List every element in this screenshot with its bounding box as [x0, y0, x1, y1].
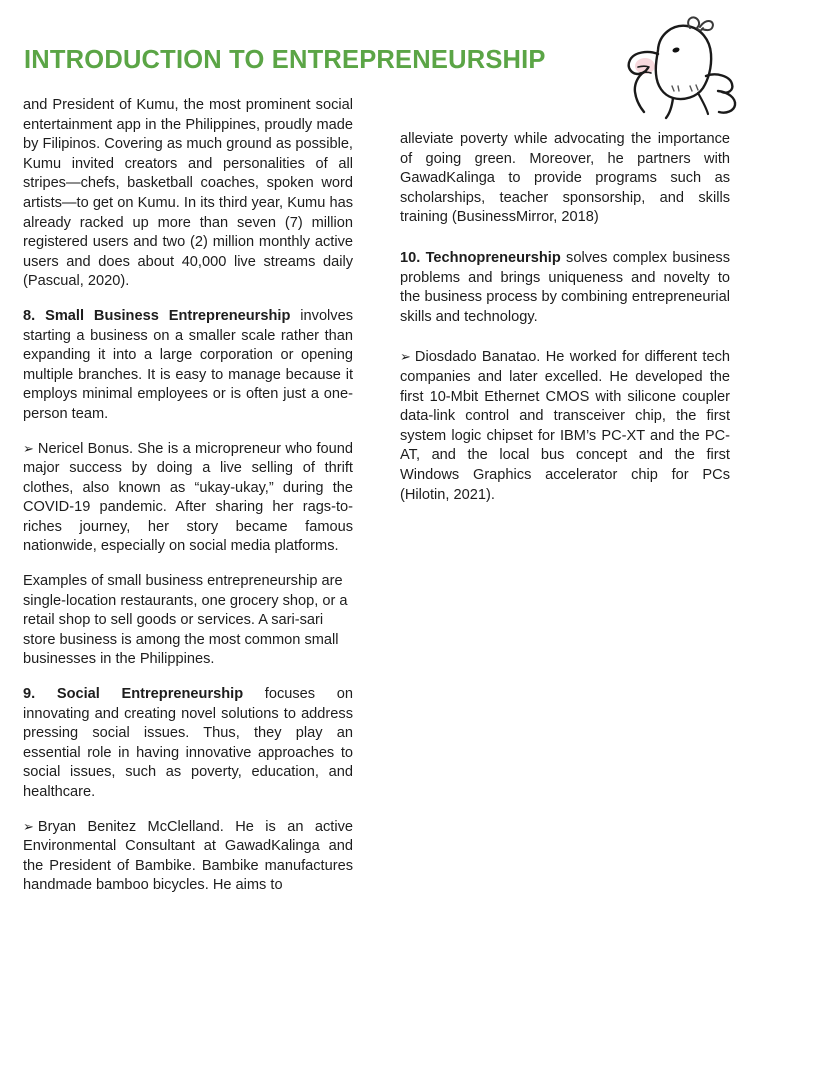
- paragraph-text: Diosdado Banatao. He worked for different tech companies and later excelled. He developed the first 10-Mbit Ethernet CMOS with silicone coupler data-link control and transceiver chip, the first system logic chipset for IBM’s PC-XT and the PC-AT, and the local bus concept and the first Windows Graphics accelerator chip for PCs (Hilotin, 2021).: [400, 349, 730, 503]
- paragraph-diosdado-banatao: [400, 348, 730, 505]
- paragraph-technopreneurship: [400, 249, 730, 327]
- paragraph-small-business: [23, 307, 353, 425]
- paragraph-nericel-bonus: [23, 440, 353, 558]
- paragraph-text: alleviate poverty while advocating the importance of going green. Moreover, he partners with GawadKalinga to provide programs such as scholarships, teacher sponsorship, and skills training (BusinessMirror, 2018): [400, 131, 730, 226]
- page-title: INTRODUCTION TO ENTREPRENEURSHIP: [24, 46, 546, 74]
- left-text-column: [23, 96, 353, 896]
- paragraph-text: involves starting a business on a smaller scale rather than expanding it into a large corporation or opening multiple branches. It is easy to manage because it employs minimal employees or is often just a one-person team.: [23, 307, 354, 422]
- paragraph-heading: 10. Technopreneurship: [400, 249, 561, 266]
- paragraph-text: Examples of small business entrepreneurship are single-location restaurants, one grocery shop, or a retail shop to sell goods or services. A sari-sari store business is among the most common small businesses in the Philippines.: [23, 573, 348, 668]
- paragraph-social-entrepreneurship: [23, 685, 353, 803]
- paragraph-text: solves complex business problems and brings uniqueness and novelty to the business process by combining entrepreneurial skills and technology.: [400, 249, 730, 325]
- paragraph-alleviate-poverty: [400, 130, 730, 228]
- arrow-bullet-icon: ➢: [400, 350, 411, 366]
- paragraph-bryan-mcclelland: [23, 818, 353, 896]
- arrow-bullet-icon: ➢: [23, 441, 34, 457]
- paragraph-text: Nericel Bonus. She is a micropreneur who found major success by doing a live selling of thrift clothes, also known as “ukay-ukay,” during the COVID-19 pandemic. After sharing her rags-to- riches journey, her story became famous nationwide, especially on social media platforms.: [23, 440, 353, 555]
- paragraph-heading: 8. Small Business Entrepreneurship: [23, 307, 291, 324]
- right-text-column: [400, 130, 730, 505]
- paragraph-kumu: [23, 96, 353, 292]
- paragraph-heading: 9. Social Entrepreneurship: [23, 686, 244, 703]
- paragraph-text: and President of Kumu, the most prominent social entertainment app in the Philippines, proudly made by Filipinos. Covering as much ground as possible, Kumu invited creators and personalities of all stripes—chefs, basketball coaches, spoken word artists—to get on Kumu. In its third year, Kumu has already racked up more than seven (7) million registered users and two (2) million monthly active users and does about 40,000 live streams daily (Pascual, 2020).: [23, 97, 353, 290]
- cartoon-rabbit-doodle-icon: [618, 14, 753, 120]
- paragraph-text: focuses on innovating and creating novel solutions to address pressing social issues. Thus, they play an essential role in having innovative approaches to social issues, such as poverty, education, and healthcare.: [23, 686, 353, 800]
- paragraph-text: Bryan Benitez McClelland. He is an active Environmental Consultant at GawadKalinga and the President of Bambike. Bambike manufactures handmade bamboo bicycles. He aims to: [23, 818, 353, 894]
- arrow-bullet-icon: ➢: [23, 819, 34, 835]
- paragraph-examples: [23, 572, 353, 670]
